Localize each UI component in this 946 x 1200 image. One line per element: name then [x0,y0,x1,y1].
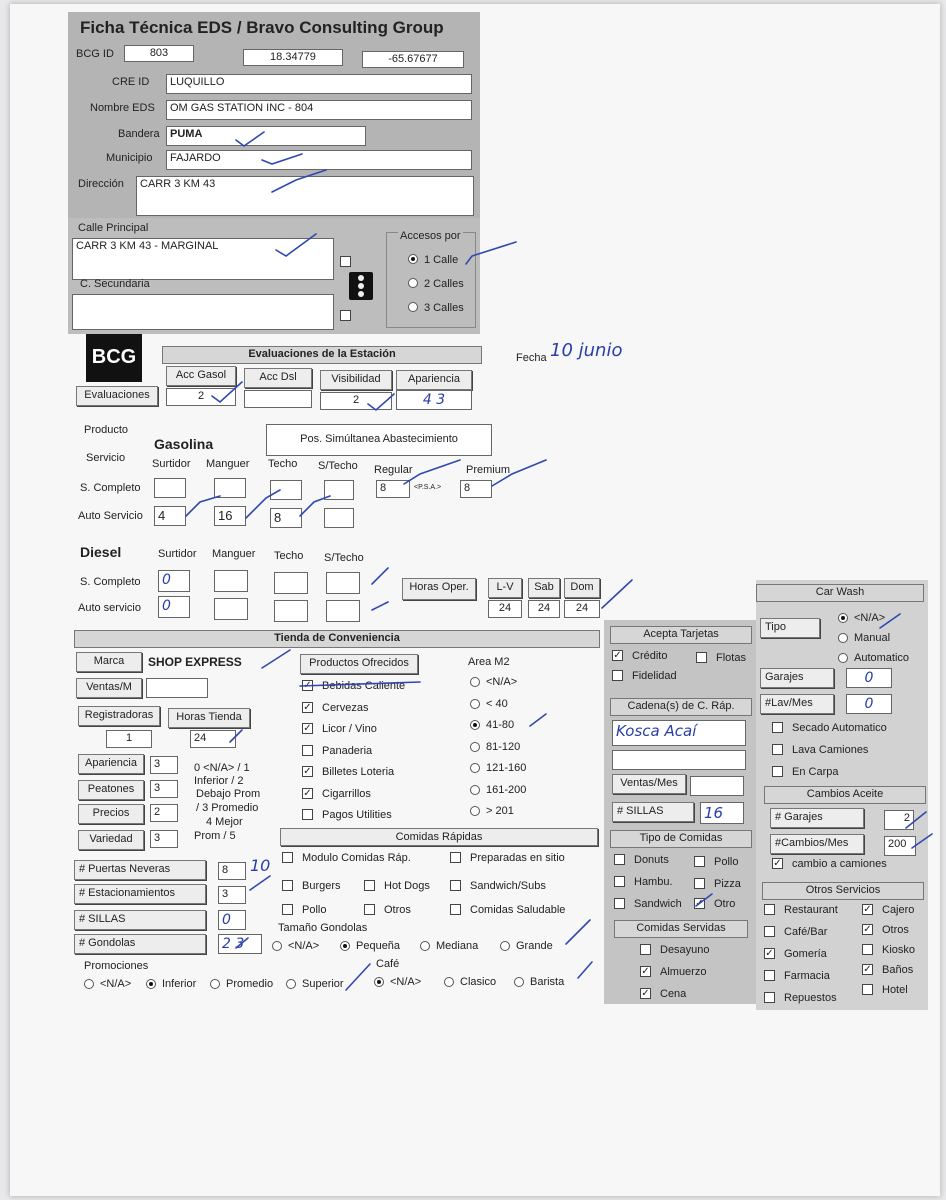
gondola-size-3-label: Grande [516,940,553,952]
promocion-0-radio[interactable] [84,979,94,989]
comida-1-label: Preparadas en sitio [470,852,565,864]
tarjetas-sillas-button[interactable]: # SILLAS [612,802,694,822]
tipo-comidas-title: Tipo de Comidas [610,830,752,848]
gas-auto-stecho[interactable] [324,508,354,528]
promocion-1-label: Inferior [162,978,197,990]
calle-secundaria-checkbox[interactable] [340,310,351,321]
gondolas-button[interactable]: # Gondolas [74,934,206,954]
area-6-radio[interactable] [470,806,480,816]
cadena-label: Cadena(s) de C. Ráp. [610,698,752,716]
comida-4-label: Sandwich/Subs [470,880,546,892]
cafe-1-label: Clasico [460,976,497,988]
ngarajes-button[interactable]: # Garajes [770,808,864,828]
cadena-field[interactable]: Kosca Acaí [612,720,746,746]
otro-right-2-label: Kiosko [882,944,916,956]
ventas-mes-field[interactable] [690,776,744,796]
registradoras-button[interactable]: Registradoras [78,706,160,726]
accesos-label: Accesos por [400,230,461,242]
producto-label: Producto [84,424,129,436]
bcg-id-label: BCG ID [76,48,114,60]
area-6-label: > 201 [486,805,514,817]
horas-sab-header[interactable]: Sab [528,578,560,598]
dsl-auto-surtidor[interactable]: 0 [158,596,190,618]
dsl-auto-manguer[interactable] [214,598,248,620]
producto-6-checkbox[interactable] [302,809,313,820]
tipo-comida-2-label: Hambu. [634,876,673,888]
producto-5-checkbox[interactable]: ✓ [303,787,312,799]
tipo-comida-3-label: Pizza [714,878,741,890]
otro-right-1-label: Otros [882,924,909,936]
carwash-tipo-0-label: <N/A> [854,612,886,624]
ventas-field[interactable] [146,678,208,698]
otro-right-3-label: Baños [882,964,914,976]
gondola-size-3-radio[interactable] [500,941,510,951]
premium-label: Premium [466,464,511,476]
area-1-label: < 40 [486,697,508,710]
accesos-radio-2[interactable] [408,278,418,288]
cre-id-label: CRE ID [112,76,150,88]
otro-right-3-checkbox[interactable]: ✓ [863,964,872,975]
apariencia-button[interactable]: Apariencia [78,754,144,774]
dsl-auto-stecho[interactable] [326,600,360,622]
dsl-completo-manguer[interactable] [214,570,248,592]
servicio-label: Servicio [86,452,126,464]
area-1-radio[interactable] [470,699,480,709]
acc-gasol-header[interactable]: Acc Gasol [166,366,236,386]
comida-1-checkbox[interactable] [450,852,461,863]
gondola-size-0-radio[interactable] [272,941,282,951]
gas-row-auto-label: Auto Servicio [78,510,143,522]
dsl-completo-stecho[interactable] [326,572,360,594]
dsl-col-manguer: Manguer [212,548,256,560]
tipo-comida-0-checkbox[interactable] [614,854,625,865]
regular-field[interactable]: 8 [376,480,410,498]
carwash-tipo-0-radio[interactable] [838,613,848,623]
dsl-col-stecho: S/Techo [324,552,364,564]
carwash-tipo-2-radio[interactable] [838,653,848,663]
nombre-label: Nombre EDS [90,102,155,114]
gas-row-completo-label: S. Completo [80,482,141,494]
comida-6-label: Otros [384,904,411,916]
otro-left-2-label: Gomería [784,948,827,960]
otro-left-1-checkbox[interactable] [764,926,775,937]
tipo-comida-5-label: Otro [714,898,736,910]
comida-7-label: Comidas Saludable [470,904,566,916]
area-5-label: 161-200 [486,783,527,796]
tipo-comida-0-label: Donuts [634,854,669,866]
bcg-id-field[interactable]: 803 [124,45,194,62]
carwash-tipo-1-label: Manual [854,632,891,644]
area-label: Area M2 [468,656,510,668]
servida-2-label: Cena [660,988,687,1000]
area-3-label: 81-120 [486,740,521,753]
horas-dom-value[interactable]: 24 [564,600,600,618]
carwash-opt-1-checkbox[interactable] [772,744,783,755]
apariencia-value[interactable]: 4 3 [396,390,472,410]
scale-3: Debajo Prom [196,788,261,800]
area-0-radio[interactable] [470,677,480,687]
visibilidad-header[interactable]: Visibilidad [320,370,392,390]
gondola-size-2-label: Mediana [436,940,479,952]
cre-id-field[interactable]: LUQUILLO [166,74,472,94]
gondolas-field[interactable]: 2 3 [218,934,262,954]
promocion-2-label: Promedio [226,978,274,990]
traffic-light-icon [349,272,373,300]
producto-4-label: Billetes Loteria [322,766,395,778]
comidas-rapidas-header[interactable]: Comidas Rápidas [280,828,598,846]
ventas-mes-button[interactable]: Ventas/Mes [612,774,686,794]
comida-4-checkbox[interactable] [450,880,461,891]
otro-left-2-checkbox[interactable]: ✓ [765,948,774,959]
peatones-field[interactable]: 3 [150,780,178,798]
comida-3-checkbox[interactable] [364,880,375,891]
cafe-2-radio[interactable] [514,977,524,987]
promocion-1-radio[interactable] [146,979,156,989]
flotas-checkbox[interactable] [696,652,707,663]
acc-dsl-header[interactable]: Acc Dsl [244,368,312,388]
horas-dom-header[interactable]: Dom [564,578,600,598]
fecha-label: Fecha [516,352,547,364]
scale-2: Inferior / 2 [194,775,244,787]
aceite-title: Cambios Aceite [764,786,926,804]
lav-mes-field[interactable]: 0 [846,694,892,714]
bandera-field[interactable]: PUMA [166,126,366,146]
diesel-title: Diesel [80,544,122,560]
scale-4: / 3 Promedio [196,802,259,814]
productos-button[interactable]: Productos Ofrecidos [300,654,418,674]
carwash-title: Car Wash [756,584,924,602]
comida-3-label: Hot Dogs [384,880,430,892]
otro-left-3-label: Farmacia [784,970,830,982]
horas-tienda-button[interactable]: Horas Tienda [168,708,250,728]
servida-1-checkbox[interactable]: ✓ [641,966,650,977]
ngarajes-field[interactable]: 2 [884,810,914,830]
carwash-tipo-2-label: Automatico [854,652,910,664]
servida-1-label: Almuerzo [660,966,707,978]
cafe-2-label: Barista [530,976,565,988]
gas-auto-manguer[interactable]: 16 [214,506,246,526]
acc-gasol-value[interactable]: 2 [166,388,236,406]
cafe-0-radio[interactable] [374,977,384,987]
variedad-field[interactable]: 3 [150,830,178,848]
promocion-2-radio[interactable] [210,979,220,989]
marca-value: SHOP EXPRESS [148,655,242,669]
fecha-value: 10 junio [550,340,623,361]
cafe-label: Café [376,958,400,970]
tipo-comida-4-checkbox[interactable] [614,898,625,909]
variedad-button[interactable]: Variedad [78,830,144,850]
gondola-size-0-label: <N/A> [288,940,320,952]
cadena-field-2[interactable] [612,750,746,770]
accesos-option-3: 3 Calles [424,302,464,314]
estacionamientos-field[interactable]: 3 [218,886,246,904]
fidelidad-checkbox[interactable] [612,670,623,681]
precios-field[interactable]: 2 [150,804,178,822]
carwash-opt-0-checkbox[interactable] [772,722,783,733]
comida-5-checkbox[interactable] [282,904,293,915]
evaluaciones-button[interactable]: Evaluaciones [76,386,158,406]
calle-principal-checkbox[interactable] [340,256,351,267]
accesos-radio-3[interactable] [408,302,418,312]
cafe-0-label: <N/A> [390,976,422,988]
calle-principal-label: Calle Principal [78,222,149,234]
form-title: Ficha Técnica EDS / Bravo Consulting Group [80,18,444,37]
gas-col-manguer: Manguer [206,458,250,470]
scale-1: 0 <N/A> / 1 [194,762,250,774]
otro-left-0-label: Restaurant [784,904,838,916]
gas-completo-surtidor[interactable] [154,478,186,498]
producto-0-label: Bebidas Caliente [322,680,406,692]
horas-lv-header[interactable]: L-V [488,578,522,598]
tipo-comida-1-checkbox[interactable] [694,856,705,867]
dsl-completo-surtidor[interactable]: 0 [158,570,190,592]
gas-col-techo: Techo [268,458,298,470]
scale-5: 4 Mejor [206,816,243,828]
dsl-row-completo-label: S. Completo [80,576,141,588]
producto-1-label: Cervezas [322,701,369,714]
producto-5-label: Cigarrillos [322,787,371,800]
tipo-comida-3-checkbox[interactable] [694,878,705,889]
municipio-label: Municipio [106,152,153,164]
gas-auto-surtidor[interactable]: 4 [154,506,186,526]
gasolina-title: Gasolina [154,436,214,452]
area-0-label: <N/A> [486,676,518,688]
comida-6-checkbox[interactable] [364,904,375,915]
comida-7-checkbox[interactable] [450,904,461,915]
otro-left-4-label: Repuestos [784,992,837,1004]
ventas-button[interactable]: Ventas/M [76,678,142,698]
acc-dsl-value[interactable] [244,390,312,408]
bcg-logo: BCG [86,334,142,382]
gas-completo-techo[interactable] [270,480,302,500]
comida-2-label: Burgers [302,880,341,892]
carwash-opt-0-label: Secado Automatico [792,722,887,734]
apariencia-field[interactable]: 3 [150,756,178,774]
promocion-3-label: Superior [302,978,344,990]
otro-left-4-checkbox[interactable] [764,992,775,1003]
area-3-radio[interactable] [470,742,480,752]
area-5-radio[interactable] [470,785,480,795]
gas-completo-manguer[interactable] [214,478,246,498]
calle-secundaria-field[interactable] [72,294,334,330]
gondola-size-2-radio[interactable] [420,941,430,951]
promocion-0-label: <N/A> [100,978,132,990]
accesos-option-2: 2 Calles [424,278,464,290]
dsl-auto-techo[interactable] [274,600,308,622]
camiones-label: cambio a camiones [792,858,887,870]
servida-2-checkbox[interactable]: ✓ [641,988,650,999]
accesos-option-1: 1 Calle [424,254,459,266]
producto-3-checkbox[interactable] [302,745,313,756]
area-4-radio[interactable] [470,763,480,773]
comidas-servidas-title: Comidas Servidas [614,920,748,938]
marca-button[interactable]: Marca [76,652,142,672]
promociones-label: Promociones [84,960,149,972]
dsl-completo-techo[interactable] [274,572,308,594]
comida-0-label: Modulo Comidas Ráp. [302,852,411,864]
carwash-tipo-button[interactable]: Tipo [760,618,820,638]
calle-secundaria-label: C. Secundaria [80,278,150,290]
evaluaciones-title: Evaluaciones de la Estación [162,346,482,364]
carwash-tipo-1-radio[interactable] [838,633,848,643]
flotas-label: Flotas [716,652,746,664]
credito-checkbox[interactable]: ✓ [613,650,622,661]
registradoras-field[interactable]: 1 [106,730,152,748]
otro-left-0-checkbox[interactable] [764,904,775,915]
estacionamientos-button[interactable]: # Estacionamientos [74,884,206,904]
puertas-button[interactable]: # Puertas Neveras [74,860,206,880]
gas-col-surtidor: Surtidor [152,458,191,470]
tipo-comida-4-label: Sandwich [634,898,682,910]
horas-tienda-field[interactable]: 24 [190,730,236,748]
area-2-label: 41-80 [486,719,515,731]
nombre-field[interactable]: OM GAS STATION INC - 804 [166,100,472,120]
horas-oper-button[interactable]: Horas Oper. [402,578,476,600]
ncambios-button[interactable]: #Cambios/Mes [770,834,864,854]
garajes-button[interactable]: Garajes [760,668,834,688]
otros-servicios-title: Otros Servicios [762,882,924,900]
sillas-field[interactable]: 0 [218,910,246,930]
ncambios-field[interactable]: 200 [884,836,916,856]
direccion-field[interactable]: CARR 3 KM 43 [136,176,474,216]
comida-0-checkbox[interactable] [282,852,293,863]
servida-0-checkbox[interactable] [640,944,651,955]
area-2-radio[interactable] [470,720,480,730]
puertas-field[interactable]: 8 [218,862,246,880]
precios-button[interactable]: Precios [78,804,144,824]
apariencia-header[interactable]: Apariencia [396,370,472,390]
garajes-field[interactable]: 0 [846,668,892,688]
municipio-field[interactable]: FAJARDO [166,150,472,170]
tipo-comida-5-checkbox[interactable]: ✓ [695,898,704,909]
otro-right-0-checkbox[interactable]: ✓ [863,904,872,915]
otro-right-2-checkbox[interactable] [862,944,873,955]
latitude-field[interactable]: 18.34779 [243,49,343,66]
regular-label: Regular [374,464,413,476]
longitude-field[interactable]: -65.67677 [362,51,464,68]
cafe-1-radio[interactable] [444,977,454,987]
producto-6-label: Pagos Utilities [322,809,392,821]
otro-right-0-label: Cajero [882,904,915,916]
credito-label: Crédito [632,650,668,662]
gondola-size-1-radio[interactable] [340,941,350,951]
carwash-opt-2-checkbox[interactable] [772,766,783,777]
horas-lv-value[interactable]: 24 [488,600,522,618]
gondolas-size-label: Tamaño Gondolas [278,922,368,934]
lav-mes-button[interactable]: #Lav/Mes [760,694,834,714]
pos-simultanea-box: Pos. Simúltanea Abastecimiento [266,424,492,456]
dsl-col-surtidor: Surtidor [158,548,197,560]
visibilidad-value[interactable]: 2 [320,392,392,410]
carwash-opt-2-label: En Carpa [792,766,839,778]
producto-1-checkbox[interactable]: ✓ [303,701,312,713]
horas-sab-value[interactable]: 24 [528,600,560,618]
premium-field[interactable]: 8 [460,480,492,498]
camiones-checkbox[interactable]: ✓ [773,858,782,869]
psa-label: <P.S.A.> [414,484,442,491]
peatones-button[interactable]: Peatones [78,780,144,800]
comida-5-label: Pollo [302,904,327,916]
gas-col-stecho: S/Techo [318,460,358,472]
dsl-row-auto-label: Auto servicio [78,602,141,614]
otro-right-4-label: Hotel [882,984,908,996]
accesos-radio-1[interactable] [408,254,418,264]
calle-principal-field[interactable]: CARR 3 KM 43 - MARGINAL [72,238,334,280]
gas-completo-stecho[interactable] [324,480,354,500]
gondola-size-1-label: Pequeña [356,940,401,952]
tarjetas-title: Acepta Tarjetas [610,626,752,644]
producto-3-label: Panaderia [322,744,373,757]
tipo-comida-1-label: Pollo [714,856,739,868]
gas-auto-techo[interactable]: 8 [270,508,302,528]
scale-6: Prom / 5 [194,830,236,842]
tipo-comida-2-checkbox[interactable] [614,876,625,887]
producto-0-checkbox[interactable]: ✓ [303,680,312,691]
puertas-handwritten: 10 [250,856,271,875]
otro-left-3-checkbox[interactable] [764,970,775,981]
sillas-button[interactable]: # SILLAS [74,910,206,930]
carwash-opt-1-label: Lava Camiones [792,744,869,756]
comida-2-checkbox[interactable] [282,880,293,891]
otro-right-1-checkbox[interactable]: ✓ [863,924,872,935]
producto-2-checkbox[interactable]: ✓ [303,723,312,734]
servida-0-label: Desayuno [660,944,710,956]
area-4-label: 121-160 [486,762,527,774]
otro-left-1-label: Café/Bar [784,926,828,938]
direccion-label: Dirección [78,178,124,190]
bandera-label: Bandera [118,128,160,140]
otro-right-4-checkbox[interactable] [862,984,873,995]
producto-2-label: Licor / Vino [322,723,377,735]
producto-4-checkbox[interactable]: ✓ [303,766,312,777]
dsl-col-techo: Techo [274,550,304,562]
fidelidad-label: Fidelidad [632,670,677,682]
tarjetas-sillas-field[interactable]: 16 [700,802,744,824]
promocion-3-radio[interactable] [286,979,296,989]
tienda-title: Tienda de Conveniencia [74,630,600,648]
